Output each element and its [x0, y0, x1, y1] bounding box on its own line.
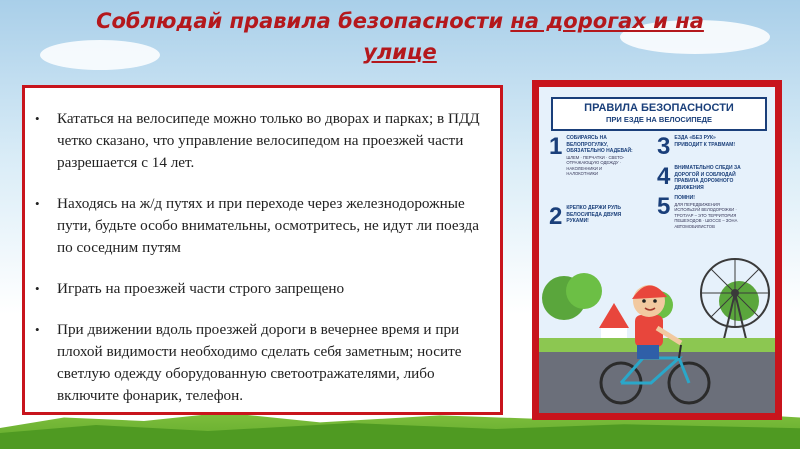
rule-text: Кататься на велосипеде можно только во дворах и парках; в ПДД четко сказано, что управление велосипедом на проезжей части разрешается с 14 лет.: [57, 110, 480, 171]
title-text: Соблюдай правила безопасности: [96, 9, 511, 33]
poster-step-4: [657, 165, 742, 191]
list-item: [33, 193, 486, 259]
list-item: [33, 278, 486, 300]
slide-title: [90, 6, 710, 68]
bullet-icon: •: [35, 281, 40, 296]
step-number: 5: [657, 193, 671, 220]
step-number: 1: [549, 133, 563, 160]
bullet-icon: •: [35, 111, 40, 126]
safety-rules-panel: [22, 85, 503, 415]
poster-title: ПРАВИЛА БЕЗОПАСНОСТИ: [584, 102, 734, 114]
step-text: ПОМНИ!: [674, 195, 695, 201]
list-item: [33, 319, 486, 407]
step-number: 3: [657, 133, 671, 160]
poster-subtitle: ПРИ ЕЗДЕ НА ВЕЛОСИПЕДЕ: [606, 115, 712, 124]
step-text: ЕЗДА «БЕЗ РУК» ПРИВОДИТ К ТРАВМАМ!: [674, 135, 736, 148]
poster-heading: [551, 97, 767, 131]
bicycle-safety-poster: [532, 80, 782, 420]
bullet-icon: •: [35, 322, 40, 337]
step-text: СОБИРАЯСЬ НА ВЕЛОПРОГУЛКУ, ОБЯЗАТЕЛЬНО НАДЕВАЙ:: [566, 135, 633, 154]
cyclist-illustration: [539, 233, 775, 413]
step-subtext: ДЛЯ ПЕРЕДВИЖЕНИЯ ИСПОЛЬЗУЙ ВЕЛОДОРОЖКИ · ТРОТУАР – ЭТО ТЕРРИТОРИЯ ПЕШЕХОДОВ · ШОССЕ – ЗОНА АВТОМОБИЛИСТОВ: [674, 201, 738, 229]
poster-step-1: [549, 135, 634, 177]
step-text: КРЕПКО ДЕРЖИ РУЛЬ ВЕЛОСИПЕДА ДВУМЯ РУКАМИ!: [566, 205, 622, 224]
rule-text: Играть на проезжей части строго запрещено: [57, 280, 345, 297]
rule-text: Находясь на ж/д путях и при переходе через железнодорожные пути, будьте особо внимательны, осмотритесь, не идут ли поезда по соседним путям: [57, 195, 479, 256]
step-text: ВНИМАТЕЛЬНО СЛЕДИ ЗА ДОРОГОЙ И СОБЛЮДАЙ ПРАВИЛА ДОРОЖНОГО ДВИЖЕНИЯ: [674, 165, 741, 191]
title-underlined-text: на дорогах и на улице: [363, 9, 704, 64]
step-number: 2: [549, 203, 563, 230]
poster-step-5: [657, 195, 742, 229]
poster-image: [539, 87, 775, 413]
rules-list: [33, 108, 486, 407]
rule-text: При движении вдоль проезжей дороги в вечернее время и при плохой видимости необходимо сделать себя заметным; носите светлую одежду оборудованную светоотражателями, либо включите фонарик, телефон.: [57, 321, 462, 404]
list-item: [33, 108, 486, 174]
step-number: 4: [657, 163, 671, 190]
bullet-icon: •: [35, 196, 40, 211]
poster-step-2: [549, 205, 634, 229]
poster-step-3: [657, 135, 742, 159]
step-subtext: ШЛЕМ · ПЕРЧАТКИ · СВЕТО-ОТРАЖАЮЩУЮ ОДЕЖДУ · НАКОЛЕННИКИ И НАЛОКОТНИКИ: [566, 154, 625, 176]
